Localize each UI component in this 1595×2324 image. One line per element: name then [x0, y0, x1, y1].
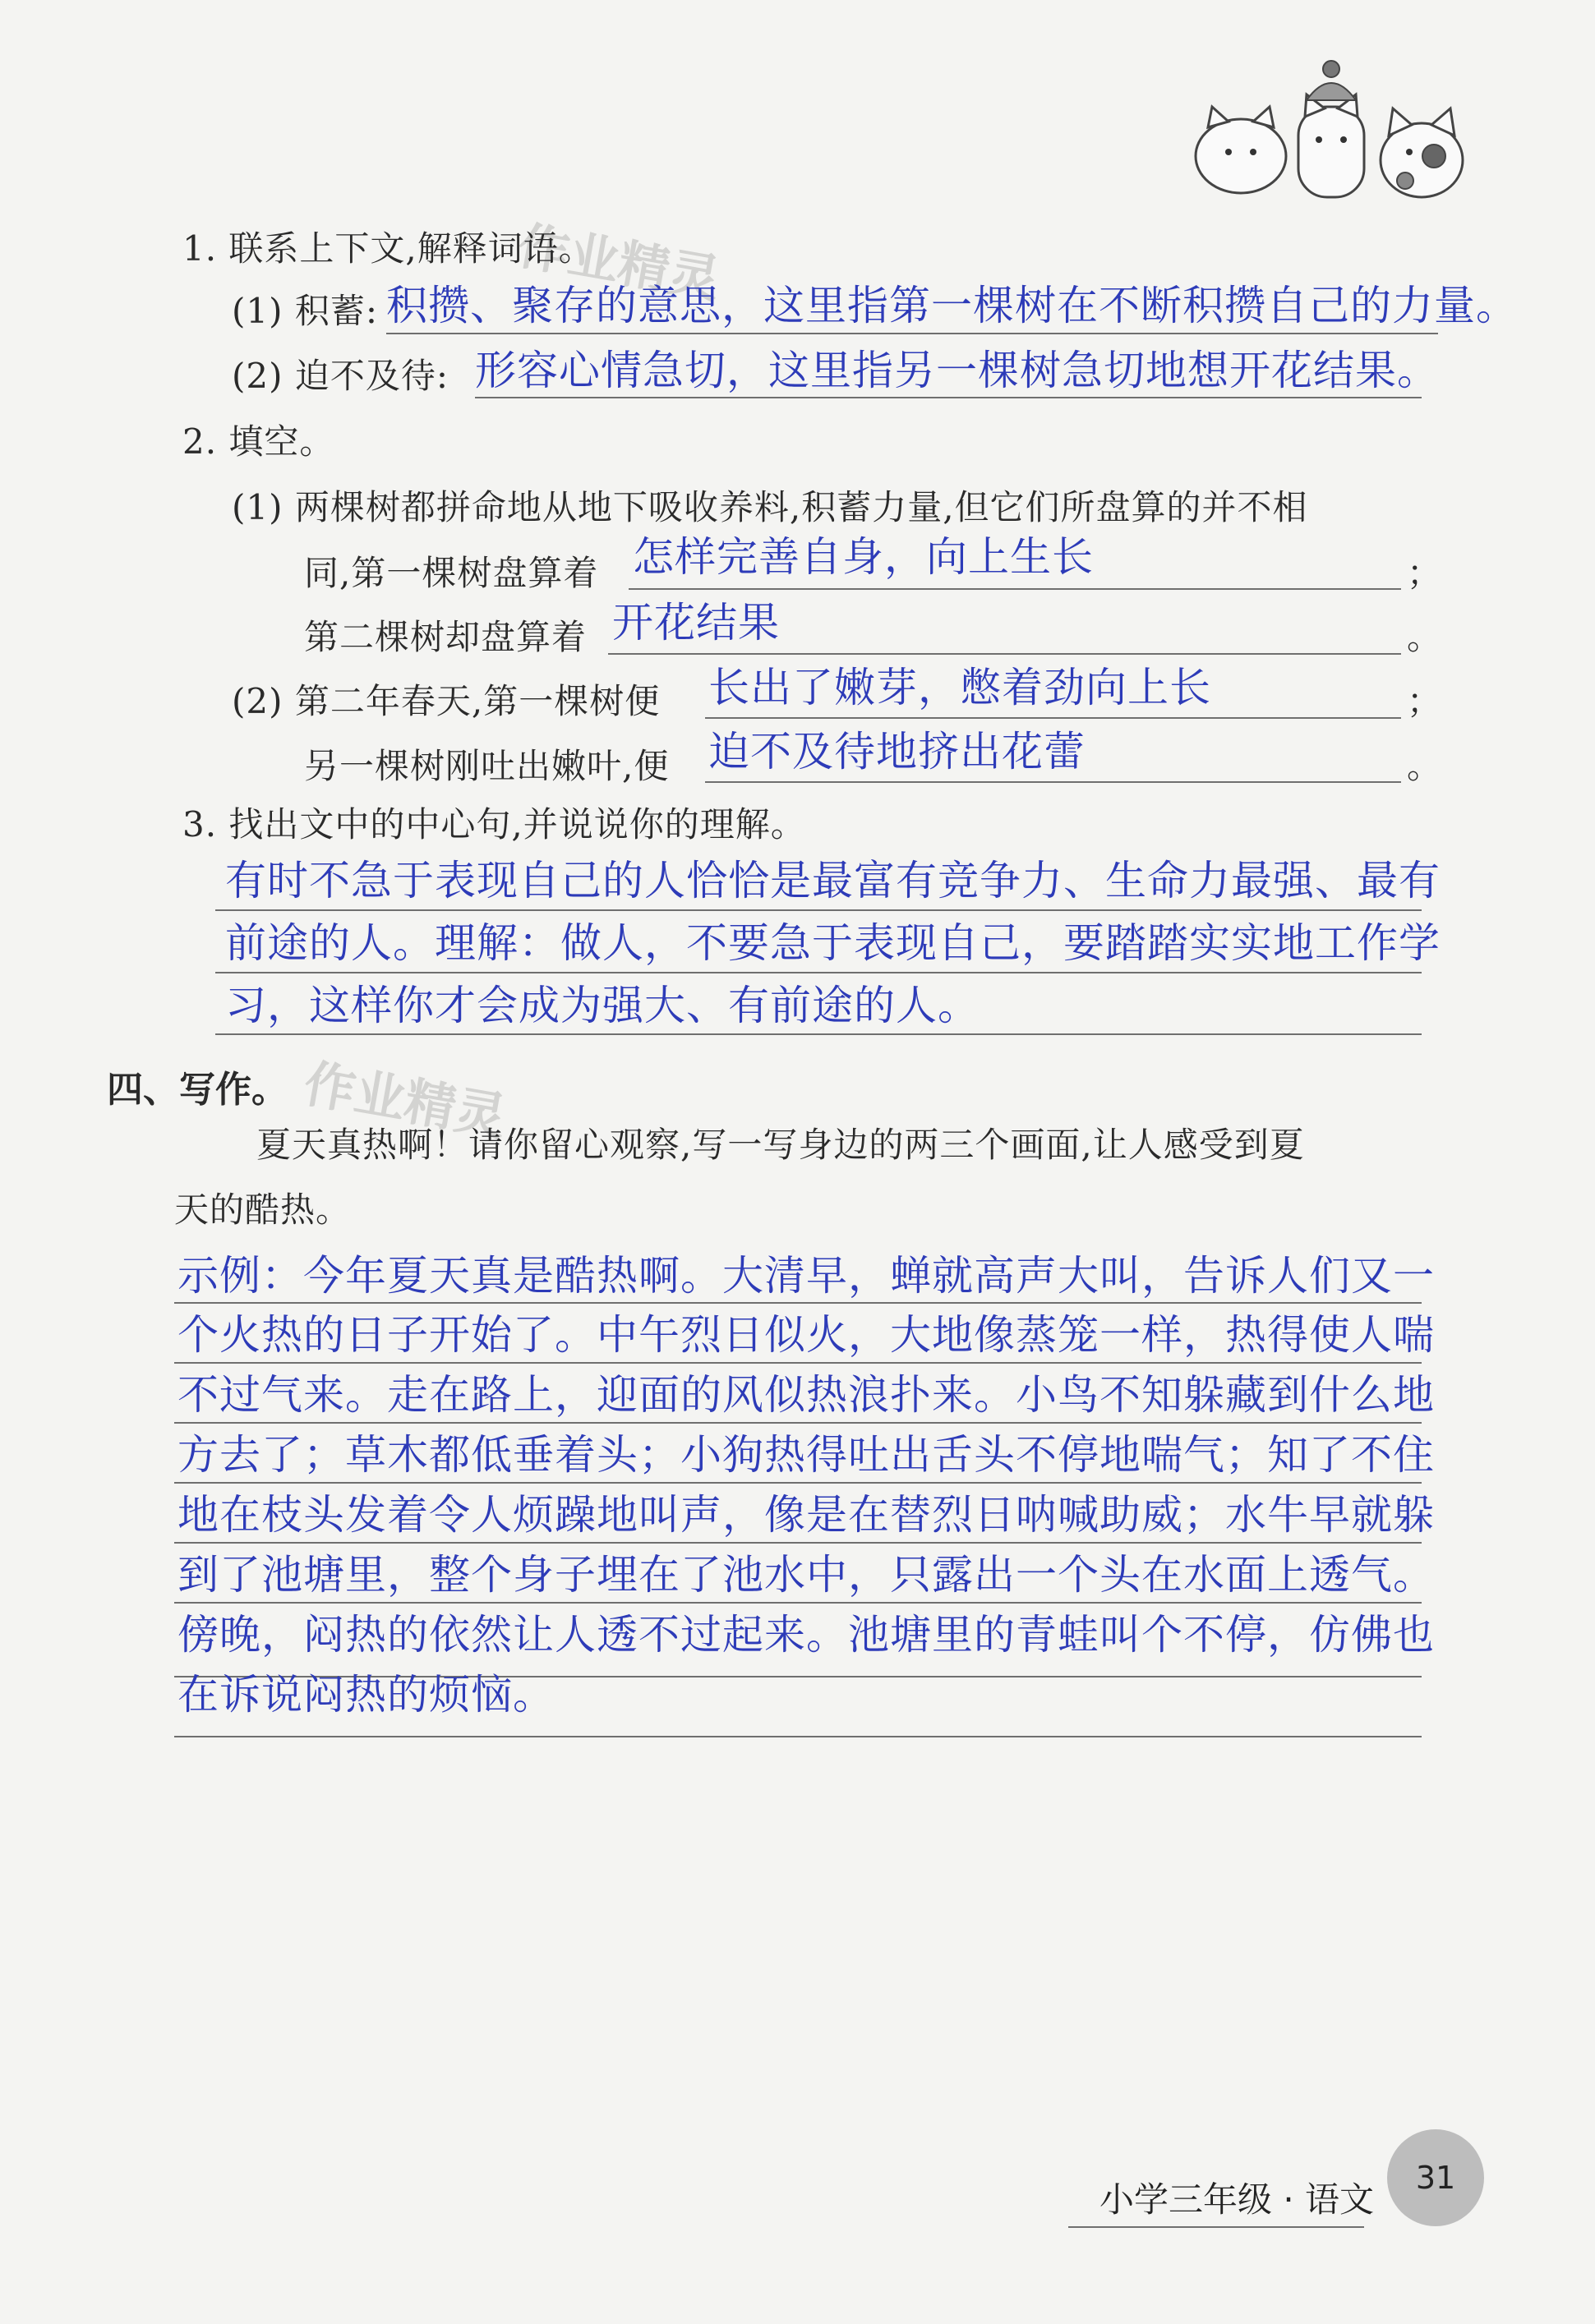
q2-p1-line2-prefix: 同,第一棵树盘算着: [304, 553, 599, 593]
answer-line: [174, 1482, 1422, 1484]
answer-line: [215, 1033, 1422, 1035]
q3-answer-line: 有时不急于表现自己的人恰恰是最富有竞争力、生命力最强、最有: [225, 857, 1441, 904]
essay-line: 地在枝头发着令人烦躁地叫声，像是在替烈日呐喊助威；水牛早就躲: [177, 1491, 1435, 1539]
q3-title: 3. 找出文中的中心句,并说说你的理解。: [182, 804, 806, 844]
q1-item2-label: (2) 迫不及待:: [232, 356, 449, 396]
answer-line: [215, 972, 1422, 973]
answer-line: [386, 333, 1438, 334]
page-number: 31: [1387, 2129, 1484, 2226]
essay-line: 不过气来。走在路上，迎面的风似热浪扑来。小鸟不知躲藏到什么地: [177, 1371, 1435, 1419]
period: 。: [1407, 746, 1443, 786]
footer-rule: [1068, 2226, 1364, 2228]
q1-item1-answer: 积攒、聚存的意思，这里指第一棵树在不断积攒自己的力量。: [386, 282, 1518, 329]
q2-p2-line1-prefix: (2) 第二年春天,第一棵树便: [232, 681, 661, 721]
answer-line: [608, 653, 1401, 655]
semicolon: ；: [1407, 681, 1443, 721]
answer-line: [629, 588, 1401, 590]
essay-line: 到了池塘里，整个身子埋在了池水中，只露出一个头在水面上透气。: [177, 1551, 1435, 1599]
answer-line: [705, 717, 1401, 719]
answer-line: [174, 1302, 1422, 1304]
essay-line: 示例：今年夏天真是酷热啊。大清早，蝉就高声大叫，告诉人们又一: [177, 1252, 1435, 1300]
answer-line: [705, 781, 1401, 783]
q1-item1-label: (1) 积蓄:: [232, 291, 378, 331]
watermark: 作业精灵: [513, 214, 725, 310]
essay-line: 方去了；草木都低垂着头；小狗热得吐出舌头不停地喘气；知了不住: [177, 1431, 1435, 1479]
essay-line: 在诉说闷热的烦恼。: [177, 1671, 555, 1719]
q2-p1-answer1: 怎样完善自身，向上生长: [633, 533, 1094, 581]
answer-line: [174, 1542, 1422, 1544]
q2-p1-line3-prefix: 第二棵树却盘算着: [304, 617, 588, 657]
answer-line: [174, 1736, 1422, 1737]
q2-p2-answer1: 长出了嫩芽，憋着劲向上长: [708, 664, 1211, 711]
semicolon: ；: [1407, 553, 1443, 593]
answer-line: [174, 1422, 1422, 1424]
period: 。: [1407, 617, 1443, 657]
q1-title: 1. 联系上下文,解释词语。: [182, 228, 594, 269]
answer-line: [174, 1362, 1422, 1364]
answer-line: [215, 909, 1422, 911]
section4-prompt-line2: 天的酷热。: [174, 1190, 352, 1230]
watermark: 作业精灵: [299, 1052, 511, 1148]
q2-p2-line2-prefix: 另一棵树刚吐出嫩叶,便: [304, 746, 670, 786]
q2-p1-line1: (1) 两棵树都拼命地从地下吸收养料,积蓄力量,但它们所盘算的并不相: [232, 487, 1308, 527]
q2-title: 2. 填空。: [182, 421, 335, 462]
footer-label: 小学三年级 · 语文: [1099, 2179, 1375, 2220]
q2-p1-answer2: 开花结果: [612, 599, 780, 647]
answer-line: [475, 397, 1422, 398]
q1-item2-answer: 形容心情急切，这里指另一棵树急切地想开花结果。: [475, 347, 1439, 394]
cats-illustration: [1183, 58, 1479, 205]
section4-prompt-line1: 夏天真热啊！请你留心观察,写一写身边的两三个画面,让人感受到夏: [256, 1125, 1305, 1165]
q3-answer-line: 习，这样你才会成为强大、有前途的人。: [225, 982, 980, 1029]
q2-p2-answer2: 迫不及待地挤出花蕾: [708, 728, 1086, 775]
section4-heading: 四、写作。: [107, 1069, 288, 1111]
q3-answer-line: 前途的人。理解：做人，不要急于表现自己，要踏踏实实地工作学: [225, 919, 1441, 967]
essay-line: 个火热的日子开始了。中午烈日似火，大地像蒸笼一样，热得使人喘: [177, 1311, 1435, 1359]
answer-line: [174, 1602, 1422, 1604]
essay-line: 傍晚，闷热的依然让人透不过起来。池塘里的青蛙叫个不停，仿佛也: [177, 1611, 1435, 1659]
